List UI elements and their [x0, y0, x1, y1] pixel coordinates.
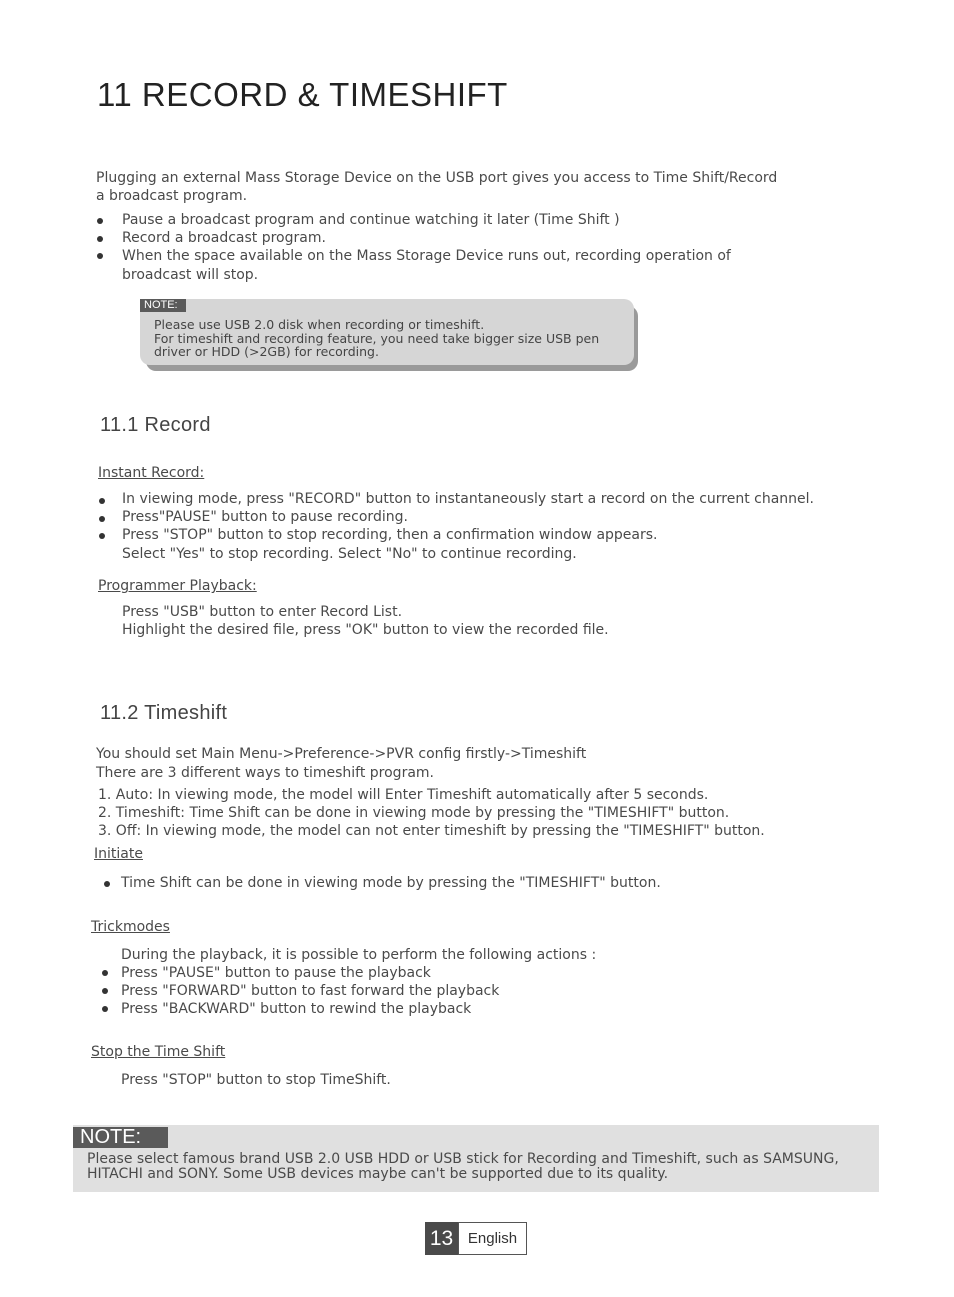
bullet-icon: [99, 533, 105, 539]
bullet-icon: [102, 988, 108, 994]
instant-bullet-2: Press"PAUSE" button to pause recording.: [122, 509, 408, 525]
initiate-bullet: Time Shift can be done in viewing mode by pressing the "TIMESHIFT" button.: [121, 875, 661, 891]
bullet-icon: [102, 1006, 108, 1012]
bottom-note-text: [87, 1152, 877, 1182]
bullet-icon: [99, 498, 105, 504]
page-number: 13: [425, 1222, 458, 1255]
stop-timeshift-label: Stop the Time Shift: [91, 1044, 226, 1060]
note-text-line-2: For timeshift and recording feature, you need take bigger size USB pen: [154, 330, 600, 346]
bullet-icon: [97, 253, 103, 259]
instant-bullet-1: In viewing mode, press "RECORD" button to instantaneously start a record on the current channel.: [122, 491, 815, 507]
timeshift-mode-2: 2. Timeshift: Time Shift can be done in viewing mode by pressing the "TIMESHIFT" button.: [98, 805, 730, 821]
bullet-icon: [102, 970, 108, 976]
timeshift-mode-1: 1. Auto: In viewing mode, the model will Enter Timeshift automatically after 5 seconds.: [98, 787, 709, 803]
programmer-playback-label: Programmer Playback:: [98, 578, 257, 594]
note-text-line-3: driver or HDD (>2GB) for recording.: [154, 344, 379, 359]
trickmode-bullet-2: Press "FORWARD" button to fast forward the playback: [121, 983, 500, 999]
bottom-note-line-2: HITACHI and SONY. Some USB devices maybe can't be supported due to its quality.: [87, 1166, 669, 1182]
intro-bullet-1: Pause a broadcast program and continue watching it later (Time Shift ): [122, 212, 620, 228]
intro-bullet-2: Record a broadcast program.: [122, 230, 326, 246]
trickmodes-label: Trickmodes: [91, 919, 170, 935]
record-heading: 11.1 Record: [100, 414, 211, 436]
page-title: 11 RECORD & TIMESHIFT: [97, 76, 508, 113]
timeshift-mode-3: 3. Off: In viewing mode, the model can not enter timeshift by pressing the "TIMESHIFT" button.: [98, 823, 765, 839]
playback-line-1: Press "USB" button to enter Record List.: [122, 604, 403, 620]
note-label: NOTE:: [140, 299, 186, 312]
instant-bullet-3: Press "STOP" button to stop recording, then a confirmation window appears.: [122, 527, 658, 543]
bottom-note-line-1: Please select famous brand USB 2.0 USB HDD or USB stick for Recording and Timeshift, such as SAMSUNG,: [87, 1151, 839, 1167]
initiate-label: Initiate: [94, 846, 143, 862]
bullet-icon: [99, 516, 105, 522]
bottom-note-label: NOTE:: [73, 1127, 168, 1148]
note-text-line-1: Please use USB 2.0 disk when recording or timeshift.: [154, 317, 485, 332]
page-language: English: [458, 1222, 527, 1255]
trickmodes-intro: During the playback, it is possible to perform the following actions :: [121, 947, 597, 963]
stop-timeshift-line: Press "STOP" button to stop TimeShift.: [121, 1072, 391, 1088]
instant-record-label: Instant Record:: [98, 465, 205, 481]
intro-line-2: a broadcast program.: [96, 188, 248, 204]
timeshift-line-1: You should set Main Menu->Preference->PVR config firstly->Timeshift: [96, 746, 587, 762]
trickmode-bullet-1: Press "PAUSE" button to pause the playback: [121, 965, 431, 981]
bullet-icon: [104, 881, 110, 887]
timeshift-line-2: There are 3 different ways to timeshift program.: [96, 765, 434, 781]
instant-bullet-3-continued: Select "Yes" to stop recording. Select "No" to continue recording.: [122, 546, 577, 562]
intro-bullet-3: When the space available on the Mass Storage Device runs out, recording operation of: [122, 248, 731, 264]
bullet-icon: [97, 236, 103, 242]
intro-line-1: Plugging an external Mass Storage Device on the USB port gives you access to Time Shift/Record: [96, 170, 778, 186]
trickmode-bullet-3: Press "BACKWARD" button to rewind the playback: [121, 1001, 472, 1017]
playback-line-2: Highlight the desired file, press "OK" button to view the recorded file.: [122, 622, 609, 638]
bullet-icon: [97, 218, 103, 224]
note-text: [154, 318, 632, 359]
timeshift-heading: 11.2 Timeshift: [100, 702, 228, 724]
intro-bullet-3-continued: broadcast will stop.: [122, 267, 259, 283]
